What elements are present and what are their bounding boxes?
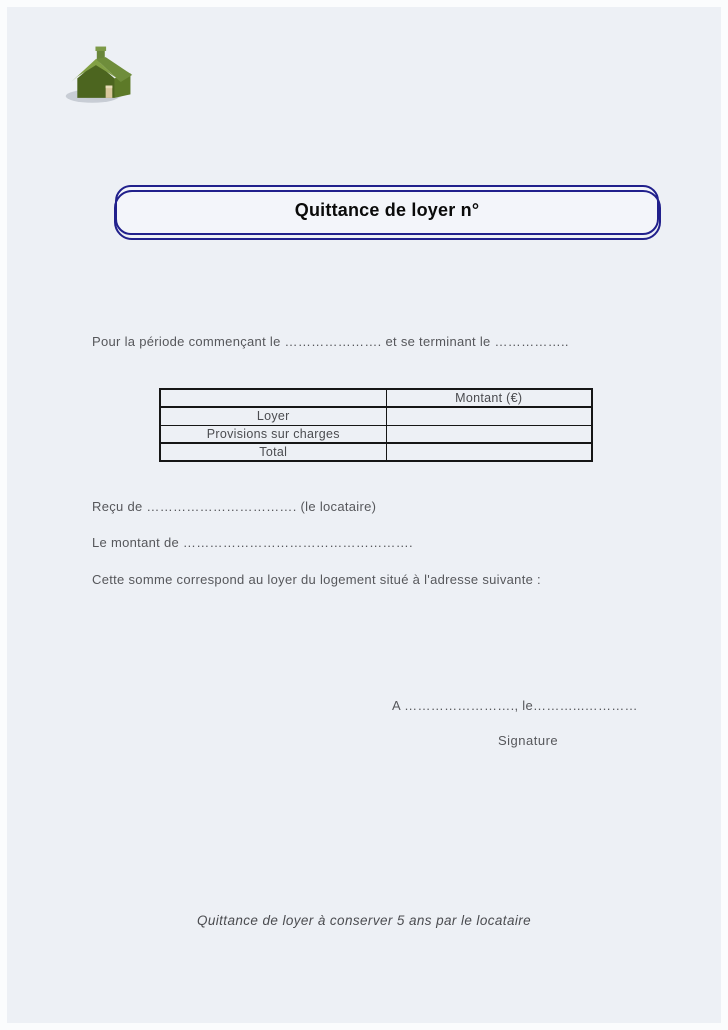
table-header-row <box>160 389 592 407</box>
grass-house-icon <box>63 43 143 105</box>
received-line: Reçu de ……………………………. (le locataire) <box>92 499 377 514</box>
amounts-table <box>159 388 593 462</box>
period-line: Pour la période commençant le …………………. et se terminant le …………….. <box>92 334 569 349</box>
row-label: Total <box>160 443 386 461</box>
row-value <box>386 443 592 461</box>
signature-label: Signature <box>498 733 559 748</box>
amount-line: Le montant de ……………………………………………. <box>92 535 413 550</box>
table-row-total <box>160 443 592 461</box>
row-label: Provisions sur charges <box>160 425 386 443</box>
table-row-provisions <box>160 425 592 443</box>
page-title: Quittance de loyer n° <box>294 199 480 220</box>
address-line: Cette somme correspond au loyer du logement situé à l'adresse suivante : <box>92 572 541 587</box>
header-empty-cell <box>160 389 386 407</box>
header-montant-cell: Montant (€) <box>386 389 592 407</box>
row-value <box>386 407 592 425</box>
row-label: Loyer <box>160 407 386 425</box>
table-row-loyer <box>160 407 592 425</box>
document-page <box>7 7 721 1023</box>
footer-note: Quittance de loyer à conserver 5 ans par le locataire <box>196 913 532 928</box>
place-date-line: A ……………………., le………...………… <box>392 698 638 713</box>
row-value <box>386 425 592 443</box>
grass-house-icon-svg <box>63 43 143 105</box>
title-banner <box>115 185 659 235</box>
